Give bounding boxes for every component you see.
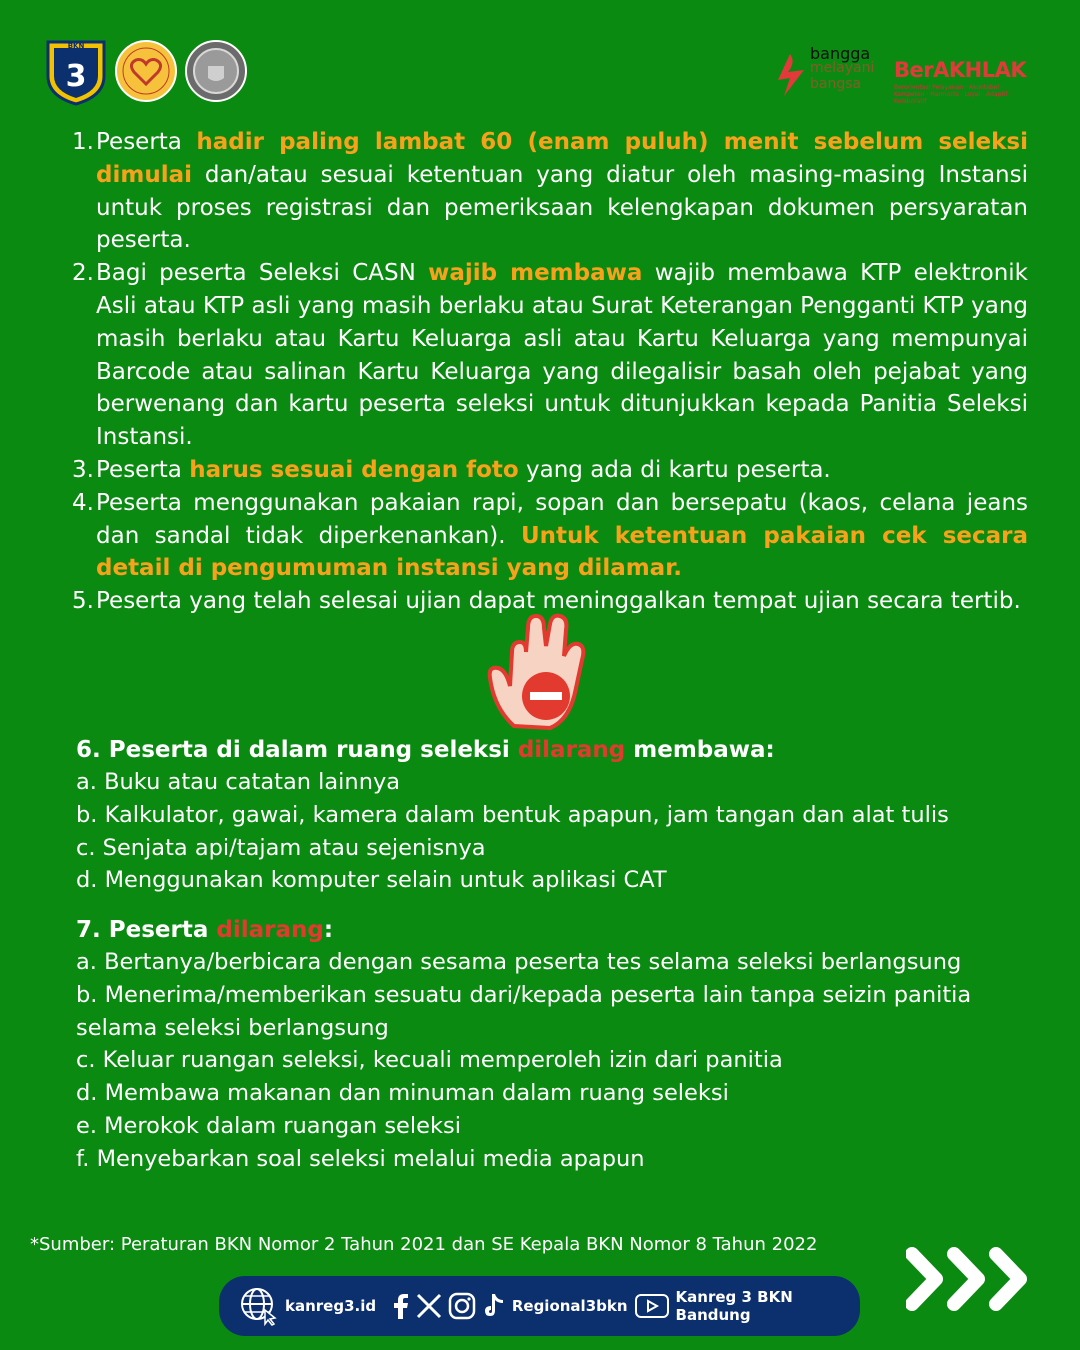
stop-hand-icon [484, 608, 596, 732]
section-7-title-text: 7. Peserta [76, 917, 217, 943]
sec6-list-item: b. Kalkulator, gawai, kamera dalam bentuk apapun, jam tangan dan alat tulis [76, 801, 949, 828]
highlighted-text: wajib membawa [428, 260, 643, 287]
highlighted-text: Untuk ketentuan pakaian cek secara detail di pengumuman instansi yang dilamar. [96, 522, 1028, 582]
brand-bangsa-text: bangsa [810, 76, 862, 92]
section-7-items [76, 946, 1056, 1176]
item-number: 4. [72, 489, 94, 516]
item-number: 3. [72, 456, 94, 483]
sec7-list-item: e. Merokok dalam ruangan seleksi [76, 1112, 461, 1139]
sec6-list-item: d. Menggunakan komputer selain untuk aplikasi CAT [76, 867, 667, 894]
item-text: Peserta yang telah selesai ujian dapat meninggalkan tempat ujian secara tertib. [96, 588, 1021, 615]
x-twitter-icon[interactable] [416, 1293, 442, 1319]
item-text: wajib membawa KTP elektronik Asli atau KTP asli yang masih berlaku atau Surat Keterangan Pengganti KTP yang masih berlaku atau Kartu Keluarga asli atau Kartu Keluarga yang mempunyai Barcode atau salinan Kartu Keluarga yang dilegalisir basah oleh pejabat yang berwenang dan kartu peserta seleksi untuk ditunjukkan kepada Panitia Seleksi Instansi. [96, 260, 1028, 451]
highlighted-text: hadir paling lambat 60 (enam puluh) menit sebelum seleksi dimulai [96, 129, 1029, 188]
globe-cursor-icon[interactable] [239, 1286, 279, 1326]
brand-melayani-text: melayani [810, 60, 875, 76]
requirement-item [72, 454, 1028, 487]
item-text: Bagi peserta Seleksi CASN [96, 260, 429, 287]
requirements-list [72, 126, 1028, 618]
item-text: Peserta [96, 129, 197, 155]
website-link[interactable]: kanreg3.id [285, 1297, 377, 1315]
sec7-list-item: b. Menerima/memberikan sesuatu dari/kepada peserta lain tanpa seizin panitia selama seleksi berlangsung [76, 981, 972, 1041]
sec6-list-item: a. Buku atau catatan lainnya [76, 769, 401, 795]
sec7-list-item: d. Membawa makanan dan minuman dalam ruang seleksi [76, 1080, 729, 1107]
bkn-regional-3-logo [44, 36, 108, 106]
section-7-prohibited-word: dilarang [216, 917, 324, 943]
next-page-arrows-icon[interactable] [906, 1244, 1030, 1314]
logo-bkn-text: BKN [67, 42, 85, 50]
zona-integritas-logo [184, 36, 248, 106]
sec7-list-item: f. Menyebarkan soal seleksi melalui media apapun [76, 1145, 645, 1172]
requirement-item [72, 257, 1028, 454]
bangga-melayani-icon [776, 52, 810, 98]
section-6-prohibited-word: dilarang [517, 737, 626, 763]
item-text: Peserta menggunakan pakaian rapi, sopan dan bersepatu (kaos, celana jeans dan sandal tidak diperkenankan). [96, 489, 1028, 549]
item-number: 5. [72, 588, 94, 615]
section-6-items [76, 766, 1056, 897]
section-7-title [76, 914, 1056, 946]
requirement-item [72, 126, 1028, 257]
sec7-list-item: c. Keluar ruangan seleksi, kecuali memperoleh izin dari panitia [76, 1047, 783, 1074]
logo-number-text: 3 [65, 59, 87, 94]
section-6-title-text: 6. Peserta di dalam ruang seleksi [76, 737, 518, 763]
item-text: dan/atau sesuai ketentuan yang diatur oleh masing-masing Instansi untuk proses registrasi dan pemeriksaan kelengkapan dokumen persyaratan peserta. [96, 161, 1028, 254]
brand-tagline: Berorientasi Pelayanan · Akuntabel · Kompeten · Harmonis · Loyal · Adaptif · Kolaboratif [894, 84, 1012, 105]
section-7 [76, 914, 1056, 1176]
sec6-list-item: c. Senjata api/tajam atau sejenisnya [76, 834, 486, 861]
section-7-title-end: : [323, 917, 334, 943]
header-logos [44, 36, 248, 106]
social-handle[interactable]: Regional3bkn [511, 1297, 628, 1315]
highlighted-text: harus sesuai dengan foto [189, 456, 519, 483]
heart-emblem-logo [114, 36, 178, 106]
item-number: 2. [72, 260, 94, 287]
tiktok-icon[interactable] [482, 1292, 506, 1320]
section-6 [76, 734, 1056, 897]
item-text: yang ada di kartu peserta. [518, 456, 831, 483]
requirement-item [72, 487, 1028, 585]
source-note: *Sumber: Peraturan BKN Nomor 2 Tahun 2021 dan SE Kepala BKN Nomor 8 Tahun 2022 [30, 1234, 818, 1255]
social-footer-bar [219, 1276, 860, 1336]
brand-bangga-text: bangga [810, 44, 871, 63]
brand-berakhlak-text: BerAKHLAK [894, 58, 1027, 82]
facebook-icon[interactable] [392, 1293, 410, 1319]
section-6-title-end: membawa: [625, 737, 775, 763]
section-6-title [76, 734, 1056, 766]
bangga-berakhlak-brand [776, 44, 1036, 105]
youtube-channel[interactable]: Kanreg 3 BKN Bandung [675, 1288, 793, 1324]
youtube-icon[interactable] [634, 1293, 670, 1319]
item-text: Peserta [96, 456, 190, 483]
sec7-list-item: a. Bertanya/berbicara dengan sesama peserta tes selama seleksi berlangsung [76, 949, 962, 975]
instagram-icon[interactable] [448, 1292, 476, 1320]
item-number: 1. [72, 129, 94, 155]
